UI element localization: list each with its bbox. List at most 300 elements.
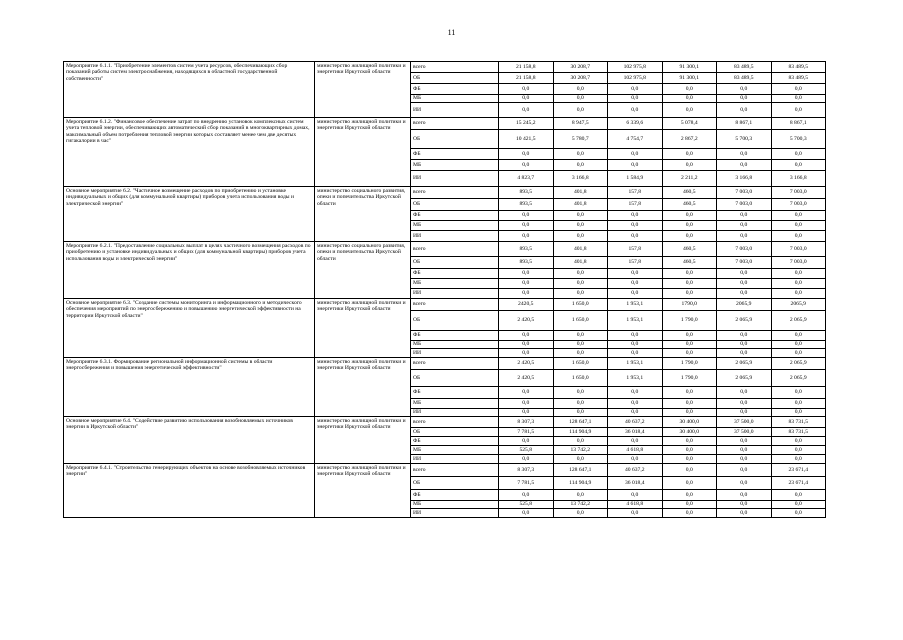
- amount-cell: 0,0: [662, 490, 717, 501]
- amount-cell: 0,0: [608, 149, 663, 160]
- amount-cell: 0,0: [608, 289, 663, 299]
- amount-cell: 0,0: [662, 477, 717, 490]
- amount-cell: 0,0: [717, 331, 772, 341]
- amount-cell: 4 618,8: [608, 501, 663, 509]
- amount-cell: 0,0: [662, 84, 717, 95]
- amount-cell: 0,0: [608, 399, 663, 409]
- amount-cell: 36 018,4: [608, 428, 663, 437]
- amount-cell: 0,0: [499, 341, 554, 349]
- amount-cell: 0,0: [717, 501, 772, 509]
- funding-source: ФБ: [411, 269, 499, 279]
- amount-cell: 37 500,0: [717, 428, 772, 437]
- funding-source: всего: [411, 299, 499, 311]
- amount-cell: 1 650,0: [553, 370, 608, 387]
- funding-source: всего: [411, 118, 499, 130]
- funding-source: ОБ: [411, 73, 499, 84]
- funding-table-body: [64, 62, 826, 518]
- amount-cell: 1 584,9: [608, 171, 663, 187]
- amount-cell: 0,0: [608, 349, 663, 358]
- amount-cell: 0,0: [771, 409, 826, 417]
- amount-cell: 2 065,9: [771, 311, 826, 331]
- amount-cell: 2 065,9: [717, 370, 772, 387]
- amount-cell: 21 158,8: [499, 62, 554, 73]
- amount-cell: 460,5: [662, 242, 717, 257]
- measure-name: Основное мероприятие 6.4. "Содействие развитию использования возобновляемых источников энергии в Иркутской области": [64, 417, 315, 464]
- amount-cell: 0,0: [553, 211, 608, 221]
- funding-source: МБ: [411, 95, 499, 103]
- funding-source: МБ: [411, 446, 499, 455]
- funding-source: ОБ: [411, 311, 499, 331]
- amount-cell: 0,0: [717, 149, 772, 160]
- amount-cell: 2065,9: [717, 299, 772, 311]
- amount-cell: 7 003,0: [717, 199, 772, 211]
- amount-cell: 0,0: [717, 231, 772, 242]
- amount-cell: 0,0: [553, 95, 608, 103]
- amount-cell: 0,0: [771, 279, 826, 289]
- amount-cell: 2420,5: [499, 299, 554, 311]
- amount-cell: 0,0: [499, 160, 554, 171]
- amount-cell: 0,0: [717, 477, 772, 490]
- amount-cell: 40 637,2: [608, 464, 663, 477]
- measure-executor: министерство жилищной политики и энергетики Иркутской области: [315, 464, 411, 518]
- amount-cell: 83 731,5: [771, 428, 826, 437]
- amount-cell: 83 731,5: [771, 417, 826, 428]
- amount-cell: 0,0: [608, 509, 663, 518]
- amount-cell: 0,0: [608, 95, 663, 103]
- amount-cell: 0,0: [717, 269, 772, 279]
- measure-executor: министерство жилищной политики и энергетики Иркутской области: [315, 299, 411, 358]
- amount-cell: 0,0: [662, 464, 717, 477]
- funding-source: всего: [411, 464, 499, 477]
- table-row: [64, 242, 826, 257]
- amount-cell: 0,0: [662, 331, 717, 341]
- amount-cell: 5 700,3: [771, 130, 826, 149]
- funding-source: МБ: [411, 279, 499, 289]
- amount-cell: 0,0: [608, 160, 663, 171]
- amount-cell: 0,0: [771, 84, 826, 95]
- table-row: [64, 358, 826, 370]
- amount-cell: 0,0: [717, 211, 772, 221]
- amount-cell: 0,0: [553, 103, 608, 118]
- funding-source: ИИ: [411, 289, 499, 299]
- amount-cell: 114 904,9: [553, 428, 608, 437]
- amount-cell: 893,5: [499, 242, 554, 257]
- amount-cell: 8 867,1: [771, 118, 826, 130]
- amount-cell: 0,0: [499, 289, 554, 299]
- amount-cell: 0,0: [553, 399, 608, 409]
- amount-cell: 5 700,3: [717, 130, 772, 149]
- amount-cell: 91 300,1: [662, 73, 717, 84]
- funding-source: всего: [411, 187, 499, 199]
- amount-cell: 0,0: [662, 509, 717, 518]
- amount-cell: 0,0: [499, 490, 554, 501]
- amount-cell: 0,0: [553, 289, 608, 299]
- amount-cell: 0,0: [662, 279, 717, 289]
- amount-cell: 0,0: [499, 279, 554, 289]
- page-number: 11: [447, 28, 456, 37]
- amount-cell: 0,0: [717, 387, 772, 399]
- amount-cell: 0,0: [608, 455, 663, 464]
- amount-cell: 0,0: [717, 437, 772, 446]
- amount-cell: 102 975,8: [608, 62, 663, 73]
- amount-cell: 0,0: [771, 269, 826, 279]
- amount-cell: 2 065,9: [771, 358, 826, 370]
- amount-cell: 0,0: [771, 509, 826, 518]
- amount-cell: 1 650,0: [553, 311, 608, 331]
- amount-cell: 157,8: [608, 187, 663, 199]
- amount-cell: 7 003,0: [771, 199, 826, 211]
- table-row: [64, 299, 826, 311]
- amount-cell: 30 208,7: [553, 73, 608, 84]
- amount-cell: 0,0: [553, 231, 608, 242]
- amount-cell: 1 790,0: [662, 311, 717, 331]
- funding-source: ФБ: [411, 331, 499, 341]
- amount-cell: 0,0: [717, 399, 772, 409]
- funding-source: ИИ: [411, 409, 499, 417]
- amount-cell: 0,0: [771, 349, 826, 358]
- amount-cell: 13 742,2: [553, 446, 608, 455]
- amount-cell: 0,0: [499, 269, 554, 279]
- amount-cell: 0,0: [553, 269, 608, 279]
- amount-cell: 0,0: [608, 103, 663, 118]
- funding-source: ФБ: [411, 84, 499, 95]
- measure-name: Основное мероприятие 6.2. "Частичное возмещение расходов по приобретению и установке индивидуальных и общих (для коммунальной квартиры) приборов учета использования воды и электрической энергии": [64, 187, 315, 242]
- amount-cell: 0,0: [662, 387, 717, 399]
- amount-cell: 0,0: [717, 221, 772, 231]
- amount-cell: 37 500,0: [717, 417, 772, 428]
- funding-source: ОБ: [411, 130, 499, 149]
- amount-cell: 0,0: [662, 409, 717, 417]
- amount-cell: 128 647,1: [553, 417, 608, 428]
- amount-cell: 0,0: [608, 331, 663, 341]
- amount-cell: 1 790,0: [662, 358, 717, 370]
- amount-cell: 83 489,5: [771, 73, 826, 84]
- amount-cell: 3 166,8: [771, 171, 826, 187]
- amount-cell: 0,0: [771, 399, 826, 409]
- amount-cell: 0,0: [771, 437, 826, 446]
- amount-cell: 0,0: [553, 509, 608, 518]
- funding-source: всего: [411, 358, 499, 370]
- amount-cell: 1 953,1: [608, 299, 663, 311]
- amount-cell: 0,0: [608, 231, 663, 242]
- amount-cell: 0,0: [662, 349, 717, 358]
- measure-name: Мероприятие 6.1.1. "Приобретение элементов систем учета ресурсов, обеспечивающих сбор показаний работы систем электроснабжения, находящихся в областной государственной собственности": [64, 62, 315, 118]
- amount-cell: 0,0: [717, 446, 772, 455]
- amount-cell: 114 904,9: [553, 477, 608, 490]
- amount-cell: 0,0: [553, 455, 608, 464]
- amount-cell: 0,0: [771, 221, 826, 231]
- amount-cell: 0,0: [499, 103, 554, 118]
- amount-cell: 40 637,2: [608, 417, 663, 428]
- amount-cell: 0,0: [499, 509, 554, 518]
- amount-cell: 0,0: [771, 103, 826, 118]
- amount-cell: 401,8: [553, 199, 608, 211]
- amount-cell: 157,8: [608, 199, 663, 211]
- amount-cell: 460,5: [662, 257, 717, 269]
- amount-cell: 91 300,1: [662, 62, 717, 73]
- amount-cell: 15 245,2: [499, 118, 554, 130]
- measure-executor: министерство социального развития, опеки и попечительства Иркутской области: [315, 242, 411, 299]
- amount-cell: 4 823,7: [499, 171, 554, 187]
- amount-cell: 0,0: [771, 160, 826, 171]
- amount-cell: 4 754,7: [608, 130, 663, 149]
- amount-cell: 83 489,5: [717, 62, 772, 73]
- amount-cell: 0,0: [717, 95, 772, 103]
- amount-cell: 0,0: [608, 221, 663, 231]
- table-row: [64, 118, 826, 130]
- amount-cell: 1 953,1: [608, 358, 663, 370]
- amount-cell: 83 489,5: [771, 62, 826, 73]
- amount-cell: 0,0: [771, 95, 826, 103]
- amount-cell: 401,8: [553, 187, 608, 199]
- amount-cell: 7 003,0: [771, 187, 826, 199]
- amount-cell: 0,0: [553, 279, 608, 289]
- funding-source: ИИ: [411, 349, 499, 358]
- amount-cell: 2 420,5: [499, 370, 554, 387]
- amount-cell: 0,0: [608, 211, 663, 221]
- amount-cell: 401,8: [553, 257, 608, 269]
- amount-cell: 7 781,5: [499, 477, 554, 490]
- amount-cell: 0,0: [553, 349, 608, 358]
- amount-cell: 0,0: [553, 490, 608, 501]
- measure-name: Мероприятие 6.1.2. "Финансовое обеспечение затрат по внедрению установок комплексных систем учета тепловой энергии, обеспечивающих автоматический сбор показаний в многоквартирных домах, максимальный объем потребления тепловой энергии которых составляет менее чем две десятых гигакалории в час": [64, 118, 315, 187]
- amount-cell: 0,0: [608, 437, 663, 446]
- funding-table: [63, 61, 826, 518]
- measure-executor: министерство жилищной политики и энергетики Иркутской области: [315, 118, 411, 187]
- amount-cell: 7 781,5: [499, 428, 554, 437]
- amount-cell: 0,0: [499, 231, 554, 242]
- amount-cell: 0,0: [717, 409, 772, 417]
- measure-name: Основное мероприятие 6.3. "Создание системы мониторинга и информационного и методического обеспечения мероприятий по энергосбережению и повышению энергетической эффективности на территории Иркутской области": [64, 299, 315, 358]
- amount-cell: 0,0: [662, 95, 717, 103]
- amount-cell: 0,0: [608, 490, 663, 501]
- amount-cell: 6 339,6: [608, 118, 663, 130]
- table-row: [64, 187, 826, 199]
- amount-cell: 157,8: [608, 257, 663, 269]
- amount-cell: 0,0: [717, 490, 772, 501]
- amount-cell: 0,0: [717, 509, 772, 518]
- amount-cell: 0,0: [499, 387, 554, 399]
- amount-cell: 0,0: [662, 221, 717, 231]
- amount-cell: 0,0: [662, 446, 717, 455]
- amount-cell: 0,0: [717, 84, 772, 95]
- amount-cell: 30 400,0: [662, 417, 717, 428]
- amount-cell: 3 166,8: [717, 171, 772, 187]
- amount-cell: 30 208,7: [553, 62, 608, 73]
- amount-cell: 102 975,8: [608, 73, 663, 84]
- amount-cell: 0,0: [771, 289, 826, 299]
- funding-source: ФБ: [411, 490, 499, 501]
- amount-cell: 0,0: [608, 409, 663, 417]
- amount-cell: 0,0: [717, 455, 772, 464]
- amount-cell: 525,8: [499, 501, 554, 509]
- funding-source: ИИ: [411, 171, 499, 187]
- funding-source: всего: [411, 242, 499, 257]
- amount-cell: 7 003,0: [717, 257, 772, 269]
- amount-cell: 0,0: [499, 221, 554, 231]
- amount-cell: 8 867,1: [717, 118, 772, 130]
- amount-cell: 1 953,1: [608, 311, 663, 331]
- amount-cell: 0,0: [499, 211, 554, 221]
- amount-cell: 0,0: [553, 221, 608, 231]
- amount-cell: 0,0: [717, 160, 772, 171]
- amount-cell: 0,0: [499, 437, 554, 446]
- measure-executor: министерство жилищной политики и энергетики Иркутской области: [315, 62, 411, 118]
- amount-cell: 0,0: [662, 103, 717, 118]
- amount-cell: 0,0: [499, 84, 554, 95]
- amount-cell: 1 650,0: [553, 358, 608, 370]
- amount-cell: 2 420,5: [499, 358, 554, 370]
- amount-cell: 0,0: [771, 331, 826, 341]
- amount-cell: 893,5: [499, 257, 554, 269]
- amount-cell: 0,0: [553, 331, 608, 341]
- amount-cell: 893,5: [499, 199, 554, 211]
- amount-cell: 1 953,1: [608, 370, 663, 387]
- amount-cell: 401,8: [553, 242, 608, 257]
- amount-cell: 7 003,0: [717, 187, 772, 199]
- amount-cell: 0,0: [608, 279, 663, 289]
- amount-cell: 0,0: [499, 331, 554, 341]
- amount-cell: 0,0: [771, 341, 826, 349]
- amount-cell: 0,0: [499, 149, 554, 160]
- amount-cell: 8 947,5: [553, 118, 608, 130]
- amount-cell: 0,0: [662, 160, 717, 171]
- amount-cell: 83 489,5: [717, 73, 772, 84]
- amount-cell: 7 003,0: [717, 242, 772, 257]
- amount-cell: 0,0: [662, 211, 717, 221]
- amount-cell: 0,0: [662, 399, 717, 409]
- amount-cell: 0,0: [717, 341, 772, 349]
- amount-cell: 0,0: [771, 446, 826, 455]
- table-row: [64, 464, 826, 477]
- amount-cell: 0,0: [553, 437, 608, 446]
- amount-cell: 23 671,4: [771, 477, 826, 490]
- funding-source: ОБ: [411, 370, 499, 387]
- funding-source: ФБ: [411, 149, 499, 160]
- amount-cell: 0,0: [717, 464, 772, 477]
- amount-cell: 21 158,8: [499, 73, 554, 84]
- amount-cell: 1 650,0: [553, 299, 608, 311]
- amount-cell: 0,0: [553, 387, 608, 399]
- amount-cell: 157,8: [608, 242, 663, 257]
- amount-cell: 0,0: [608, 84, 663, 95]
- amount-cell: 0,0: [553, 160, 608, 171]
- amount-cell: 0,0: [499, 95, 554, 103]
- amount-cell: 0,0: [662, 501, 717, 509]
- funding-source: ОБ: [411, 477, 499, 490]
- amount-cell: 23 671,4: [771, 464, 826, 477]
- amount-cell: 0,0: [771, 149, 826, 160]
- funding-source: ФБ: [411, 387, 499, 399]
- measure-name: Мероприятие 6.4.1. "Строительство генерирующих объектов на основе возобновляемых источников энергии": [64, 464, 315, 518]
- amount-cell: 0,0: [553, 341, 608, 349]
- amount-cell: 7 003,0: [771, 257, 826, 269]
- amount-cell: 0,0: [499, 455, 554, 464]
- funding-source: МБ: [411, 341, 499, 349]
- amount-cell: 30 400,0: [662, 428, 717, 437]
- amount-cell: 2 867,2: [662, 130, 717, 149]
- amount-cell: 0,0: [662, 437, 717, 446]
- amount-cell: 0,0: [553, 409, 608, 417]
- amount-cell: 0,0: [771, 490, 826, 501]
- funding-source: МБ: [411, 160, 499, 171]
- amount-cell: 10 421,5: [499, 130, 554, 149]
- amount-cell: 0,0: [499, 399, 554, 409]
- amount-cell: 0,0: [553, 84, 608, 95]
- amount-cell: 4 618,8: [608, 446, 663, 455]
- amount-cell: 2 065,9: [771, 370, 826, 387]
- amount-cell: 525,8: [499, 446, 554, 455]
- amount-cell: 8 307,3: [499, 464, 554, 477]
- funding-source: ОБ: [411, 257, 499, 269]
- measure-executor: министерство жилищной политики и энергетики Иркутской области: [315, 358, 411, 417]
- funding-source: всего: [411, 417, 499, 428]
- funding-source: МБ: [411, 399, 499, 409]
- funding-source: ОБ: [411, 428, 499, 437]
- amount-cell: 7 003,0: [771, 242, 826, 257]
- amount-cell: 2 065,9: [717, 311, 772, 331]
- amount-cell: 460,5: [662, 199, 717, 211]
- funding-source: МБ: [411, 501, 499, 509]
- amount-cell: 0,0: [608, 387, 663, 399]
- amount-cell: 460,5: [662, 187, 717, 199]
- funding-source: ИИ: [411, 231, 499, 242]
- amount-cell: 36 018,4: [608, 477, 663, 490]
- amount-cell: 3 166,8: [553, 171, 608, 187]
- amount-cell: 0,0: [662, 231, 717, 242]
- amount-cell: 0,0: [662, 341, 717, 349]
- amount-cell: 1790,0: [662, 299, 717, 311]
- funding-source: ИИ: [411, 509, 499, 518]
- amount-cell: 0,0: [662, 289, 717, 299]
- amount-cell: 13 742,2: [553, 501, 608, 509]
- amount-cell: 0,0: [662, 455, 717, 464]
- table-row: [64, 417, 826, 428]
- amount-cell: 0,0: [717, 289, 772, 299]
- measure-executor: министерство социального развития, опеки и попечительства Иркутской области: [315, 187, 411, 242]
- funding-source: ИИ: [411, 103, 499, 118]
- table-row: [64, 62, 826, 73]
- amount-cell: 0,0: [662, 149, 717, 160]
- amount-cell: 0,0: [717, 349, 772, 358]
- amount-cell: 0,0: [771, 501, 826, 509]
- amount-cell: 5 780,7: [553, 130, 608, 149]
- amount-cell: 0,0: [553, 149, 608, 160]
- measure-executor: министерство жилищной политики и энергетики Иркутской области: [315, 417, 411, 464]
- amount-cell: 2 420,5: [499, 311, 554, 331]
- amount-cell: 2065,9: [771, 299, 826, 311]
- amount-cell: 8 307,3: [499, 417, 554, 428]
- amount-cell: 0,0: [662, 269, 717, 279]
- amount-cell: 0,0: [499, 409, 554, 417]
- funding-source: ИИ: [411, 455, 499, 464]
- measure-name: Мероприятие 6.3.1. Формирование региональной информационной системы в области энергосбережения и повышения энергетической эффективности": [64, 358, 315, 417]
- amount-cell: 0,0: [771, 211, 826, 221]
- amount-cell: 2 065,9: [717, 358, 772, 370]
- funding-source: ФБ: [411, 437, 499, 446]
- funding-source: всего: [411, 62, 499, 73]
- funding-source: ОБ: [411, 199, 499, 211]
- funding-source: МБ: [411, 221, 499, 231]
- funding-source: ФБ: [411, 211, 499, 221]
- amount-cell: 0,0: [499, 349, 554, 358]
- amount-cell: 0,0: [717, 103, 772, 118]
- amount-cell: 5 078,4: [662, 118, 717, 130]
- amount-cell: 0,0: [771, 387, 826, 399]
- amount-cell: 0,0: [608, 341, 663, 349]
- measure-name: Мероприятие 6.2.1. "Предоставление социальных выплат в целях частичного возмещения расходов по приобретению и установке индивидуальных и общих (для коммунальной квартиры) приборов учета использования воды и электрической энергии": [64, 242, 315, 299]
- amount-cell: 1 790,0: [662, 370, 717, 387]
